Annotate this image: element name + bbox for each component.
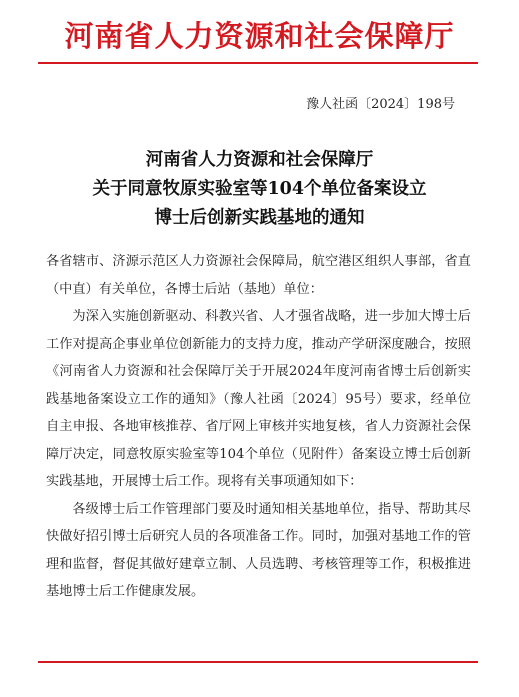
document-title (0, 146, 519, 233)
title-line-2: 关于同意牧原实验室等104个单位备案设立 (92, 179, 427, 199)
document-body (46, 248, 471, 606)
letterhead-org-name: 河南省人力资源和社会保障厅 (64, 19, 455, 53)
document-number: 豫人社函〔2024〕198号 (306, 97, 455, 112)
addressee-paragraph: 各省辖市、济源示范区人力资源社会保障局，航空港区组织人事部，省直（中直）有关单位，各博士后站（基地）单位： (46, 254, 471, 297)
title-line-1: 河南省人力资源和社会保障厅 (145, 150, 374, 170)
body-paragraph-1: 为深入实施创新驱动、科教兴省、人才强省战略，进一步加大博士后工作对提高企事业单位创新能力的支持力度，推动产学研深度融合，按照《河南省人力资源和社会保障厅关于开展2024年度河南省博士后创新实践基地备案设立工作的通知》（豫人社函〔2024〕95号）要求，经单位自主申报、各地审核推荐、省厅网上审核并实地复核，省人力资源社会保障厅决定，同意牧原实验室等104个单位（见附件）备案设立博士后创新实践基地，开展博士后工作。现将有关事项通知如下： (46, 309, 471, 489)
body-paragraph-2: 各级博士后工作管理部门要及时通知相关基地单位，指导、帮助其尽快做好招引博士后研究人员的各项准备工作。同时，加强对基地工作的管理和监督，督促其做好建章立制、人员选聘、考核管理等工作，积极推进基地博士后工作健康发展。 (46, 501, 471, 599)
footer-red-rule (38, 661, 478, 663)
letterhead-red-rule (38, 62, 478, 64)
title-line-3: 博士后创新实践基地的通知 (154, 208, 365, 228)
